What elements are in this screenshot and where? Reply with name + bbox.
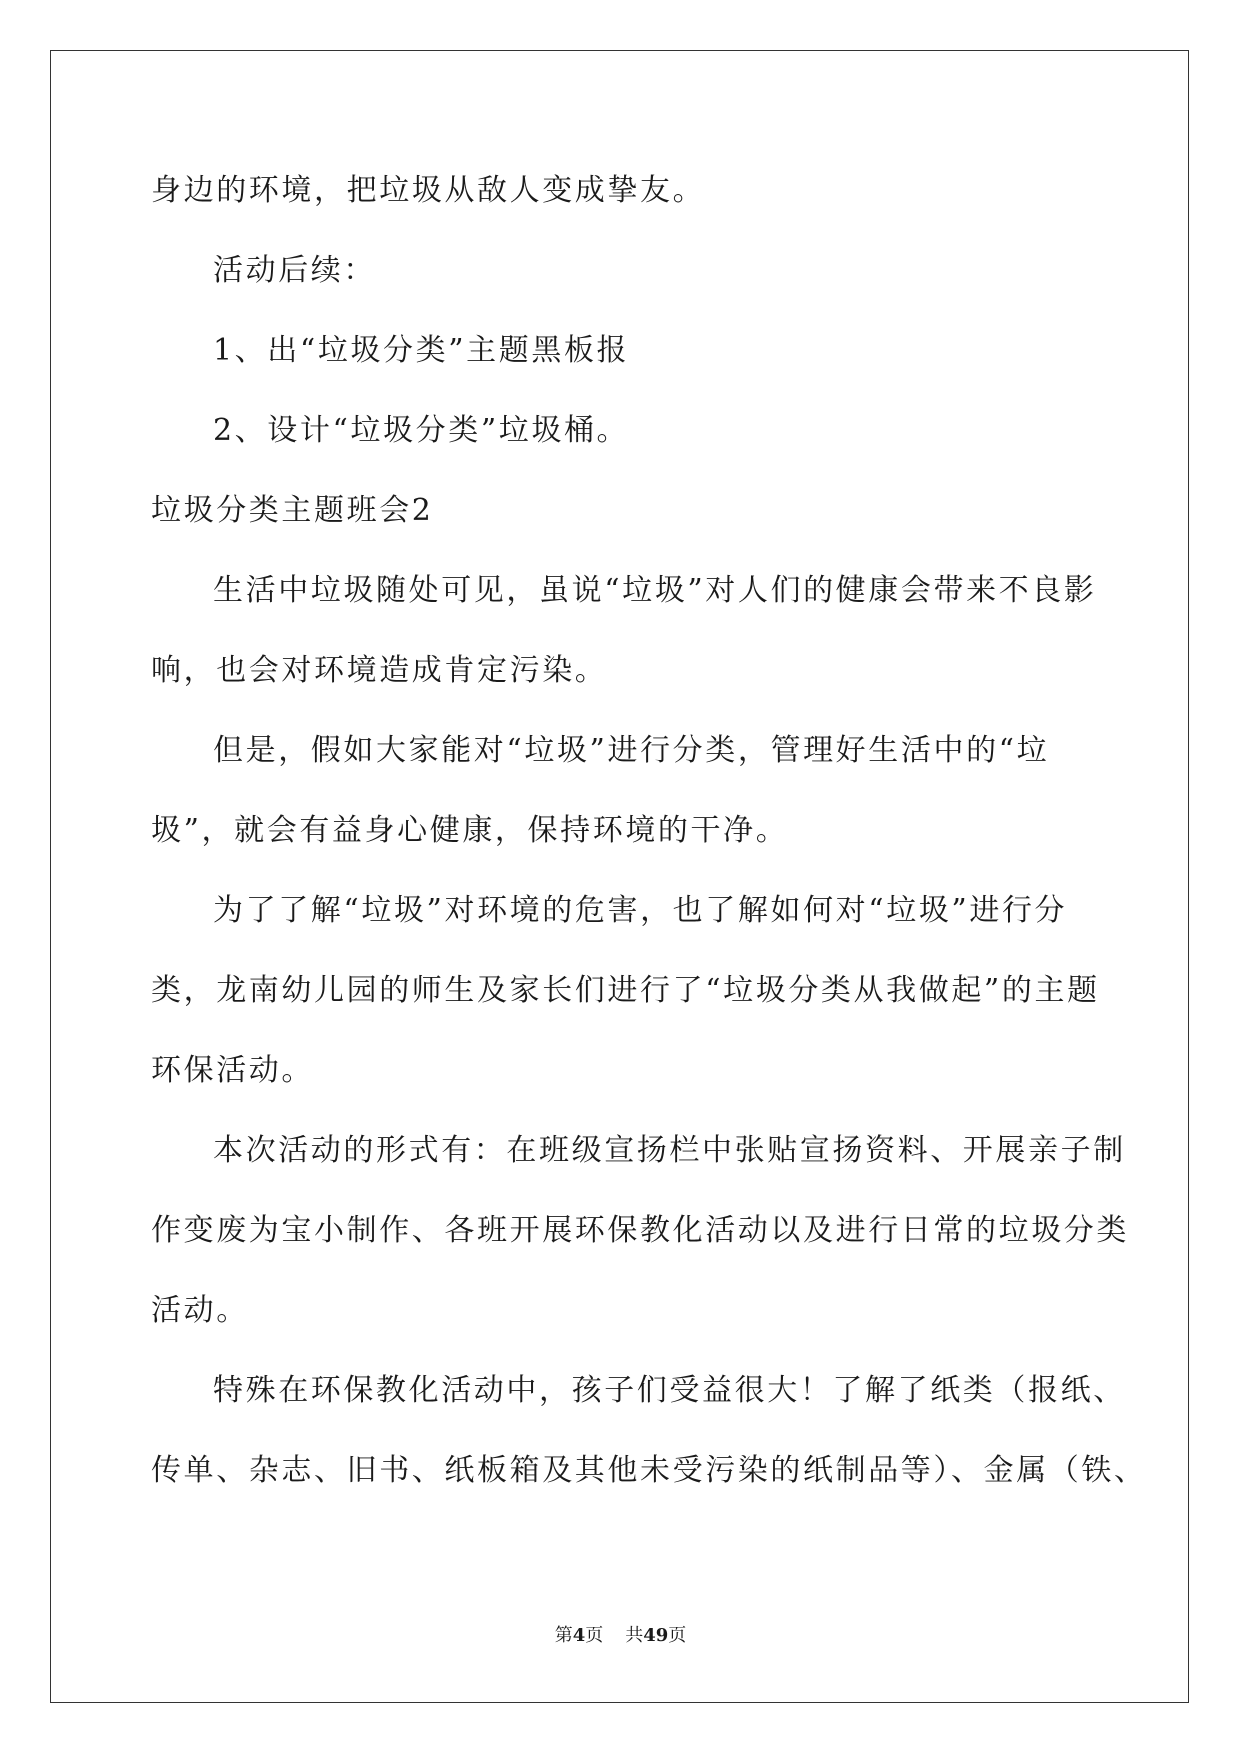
body-line: 身边的环境，把垃圾从敌人变成挚友。 bbox=[151, 173, 706, 208]
page-footer bbox=[0, 1624, 1241, 1648]
body-line: 生活中垃圾随处可见，虽说“垃圾”对人们的健康会带来不良影 bbox=[213, 573, 1097, 608]
body-line: 但是，假如大家能对“垃圾”进行分类，管理好生活中的“垃 bbox=[213, 733, 1050, 768]
footer-page-unit: 页 bbox=[585, 1625, 604, 1646]
footer-page-number: 4 bbox=[572, 1625, 586, 1646]
body-line: 圾”，就会有益身心健康，保持环境的干净。 bbox=[151, 813, 789, 848]
footer-total-unit: 页 bbox=[668, 1625, 687, 1646]
body-line: 活动。 bbox=[151, 1293, 249, 1328]
body-line: 响，也会对环境造成肯定污染。 bbox=[151, 653, 608, 688]
body-line: 本次活动的形式有：在班级宣扬栏中张贴宣扬资料、开展亲子制 bbox=[213, 1133, 1126, 1168]
footer-total-prefix: 共 bbox=[625, 1625, 644, 1646]
section-label-followup: 活动后续： bbox=[213, 253, 376, 288]
body-line: 传单、杂志、旧书、纸板箱及其他未受污染的纸制品等）、金属（铁、 bbox=[151, 1453, 1147, 1488]
body-line: 环保活动。 bbox=[151, 1053, 314, 1088]
section-heading: 垃圾分类主题班会2 bbox=[151, 493, 434, 528]
body-line: 为了了解“垃圾”对环境的危害，也了解如何对“垃圾”进行分 bbox=[213, 893, 1068, 928]
list-item: 2、设计“垃圾分类”垃圾桶。 bbox=[213, 413, 630, 448]
list-item: 1、出“垃圾分类”主题黑板报 bbox=[213, 333, 630, 368]
body-line: 作变废为宝小制作、各班开展环保教化活动以及进行日常的垃圾分类 bbox=[151, 1213, 1129, 1248]
body-line: 特殊在环保教化活动中，孩子们受益很大！了解了纸类（报纸、 bbox=[213, 1373, 1126, 1408]
body-line: 类，龙南幼儿园的师生及家长们进行了“垃圾分类从我做起”的主题 bbox=[151, 973, 1100, 1008]
footer-page-prefix: 第 bbox=[554, 1625, 573, 1646]
footer-total-pages: 49 bbox=[643, 1625, 669, 1646]
